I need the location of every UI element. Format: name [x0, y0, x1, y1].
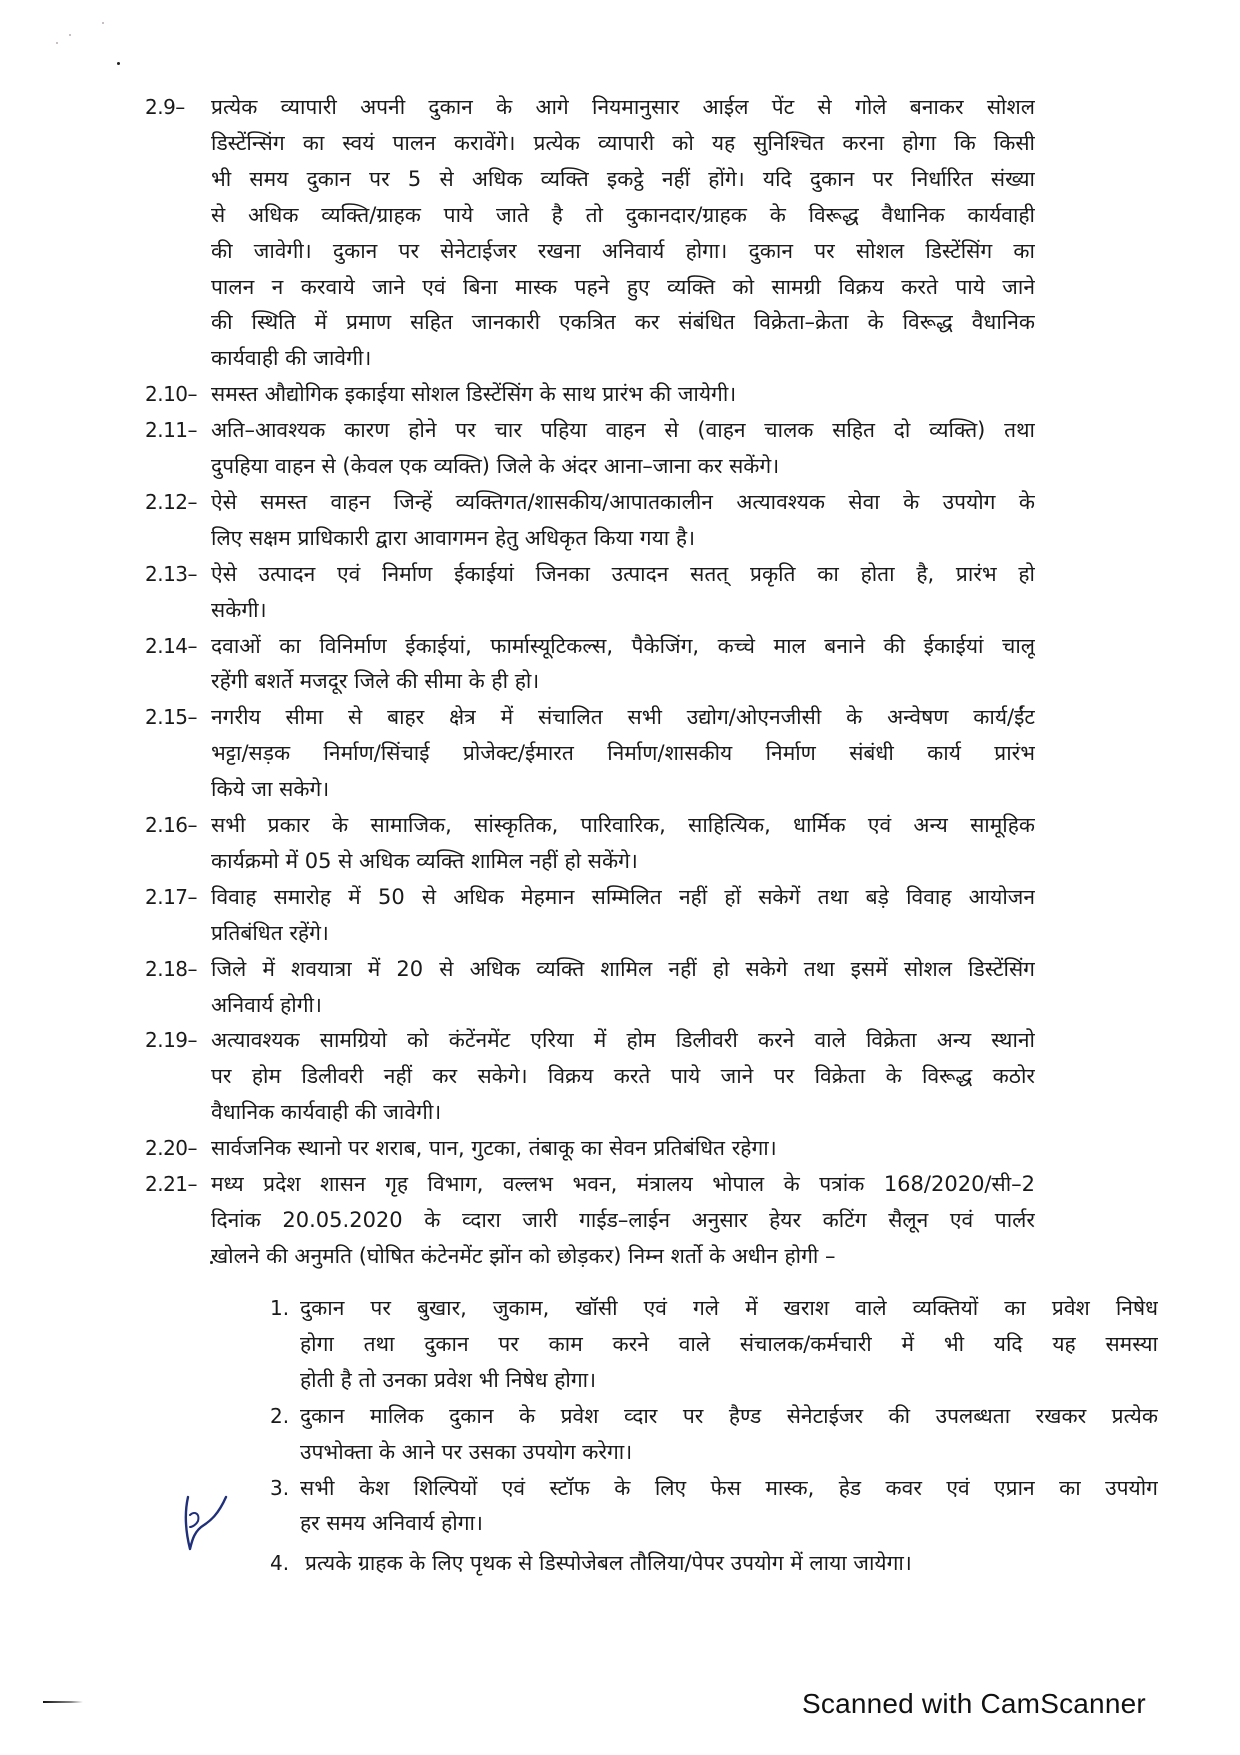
clause-text: से अधिक व्यक्ति/ग्राहक पाये जाते है तो दुकानदार/ग्राहक के विरूद्ध वैधानिक कार्यवाही	[211, 202, 1035, 227]
clause-text: कार्यक्रमो में 05 से अधिक व्यक्ति शामिल नहीं हो सकेंगे।	[211, 848, 638, 873]
clause-text: अति–आवश्यक कारण होने पर चार पहिया वाहन से (वाहन चालक सहित दो व्यक्ति) तथा	[211, 418, 1035, 443]
clause-line	[0, 269, 1240, 305]
clause-line	[0, 592, 1240, 628]
clause-number: 2.21–	[145, 1172, 198, 1196]
clause-line	[0, 448, 1240, 484]
scan-speck	[102, 22, 104, 24]
clause-text: मध्य प्रदेश शासन गृह विभाग, वल्लभ भवन, मंत्रालय भोपाल के पत्रांक 168/2020/सी–2	[211, 1172, 1035, 1196]
clause-text: सार्वजनिक स्थानो पर शराब, पान, गुटका, तंबाकू का सेवन प्रतिबंधित रहेगा।	[211, 1136, 777, 1161]
scan-speck	[69, 34, 71, 36]
clause-text: ऐसे उत्पादन एवं निर्माण ईकाईयां जिनका उत्पादन सतत् प्रकृति का होता है, प्रारंभ हो	[211, 561, 1035, 586]
clause-line	[0, 807, 1240, 843]
clause-text: लिए सक्षम प्राधिकारी द्वारा आवागमन हेतु अधिकृत किया गया है।	[211, 525, 696, 550]
clause-line	[0, 699, 1240, 735]
condition-text: हर समय अनिवार्य होगा।	[300, 1511, 483, 1536]
clause-number: 2.20–	[145, 1136, 198, 1161]
condition-text: सभी केश शिल्पियों एवं स्टॉफ के लिए फेस मास्क, हेड कवर एवं एप्रान का उपयोग	[300, 1475, 1158, 1500]
margin-mark	[43, 1701, 83, 1703]
clause-number: 2.18–	[145, 956, 198, 981]
condition-line	[0, 1290, 1240, 1326]
clause-line	[0, 484, 1240, 520]
clause-text: जिले में शवयात्रा में 20 से अधिक व्यक्ति शामिल नहीं हो सकेगे तथा इसमें सोशल डिस्टेंसिंग	[211, 956, 1035, 981]
condition-line	[0, 1362, 1240, 1398]
clause-number: 2.14–	[145, 633, 198, 658]
clause-text: समस्त औद्योगिक इकाईया सोशल डिस्टेंसिंग के साथ प्रारंभ की जायेगी।	[211, 382, 737, 407]
clause-text: अत्यावश्यक सामग्रियो को कंटेंनमेंट एरिया में होम डिलीवरी करने वाले विक्रेता अन्य स्थानो	[211, 1028, 1035, 1053]
clause-number: 2.9–	[145, 95, 185, 119]
condition-text: प्रत्यके ग्राहक के लिए पृथक से डिस्पोजेबल तौलिया/पेपर उपयोग में लाया जायेगा।	[305, 1551, 912, 1576]
clause-text: दवाओं का विनिर्माण ईकाईयां, फार्मास्यूटिकल्स, पैकेजिंग, कच्चे माल बनाने की ईकाईयां चालू	[211, 633, 1035, 658]
clause-line	[0, 161, 1240, 197]
clause-line	[0, 556, 1240, 592]
clause-line	[0, 663, 1240, 699]
clause-text: रहेंगी बशर्ते मजदूर जिले की सीमा के ही हो।	[211, 669, 540, 694]
clause-text: विवाह समारोह में 50 से अधिक मेहमान सम्मिलित नहीं हों सकेगें तथा बड़े विवाह आयोजन	[211, 884, 1035, 909]
clause-line	[0, 340, 1240, 376]
condition-text: उपभोक्ता के आने पर उसका उपयोग करेगा।	[300, 1439, 633, 1464]
clause-line	[0, 1094, 1240, 1130]
scan-dot	[117, 62, 120, 65]
clause-line	[0, 628, 1240, 664]
clause-text: कार्यवाही की जावेगी।	[211, 346, 372, 371]
clause-line	[0, 304, 1240, 340]
clause-text: सभी प्रकार के सामाजिक, सांस्कृतिक, पारिवारिक, साहित्यिक, धार्मिक एवं अन्य सामूहिक	[211, 813, 1035, 837]
clause-number: 2.16–	[145, 813, 198, 837]
clause-text: प्रत्येक व्यापारी अपनी दुकान के आगे नियमानुसार आईल पेंट से गोले बनाकर सोशल	[211, 95, 1035, 119]
clause-text: भट्टा/सड़क निर्माण/सिंचाई प्रोजेक्ट/ईमारत निर्माण/शासकीय निर्माण संबंधी कार्य प्रारंभ	[211, 741, 1035, 766]
clause-text: किये जा सकेगे।	[211, 777, 330, 802]
condition-line	[0, 1326, 1240, 1362]
condition-text: दुकान मालिक दुकान के प्रवेश व्दार पर हैण्ड सेनेटाईजर की उपलब्धता रखकर प्रत्येक	[300, 1403, 1158, 1428]
clause-number: 2.15–	[145, 705, 198, 730]
clause-line	[0, 125, 1240, 161]
clause-number: 2.17–	[145, 884, 198, 909]
condition-text: दुकान पर बुखार, जुकाम, खॉसी एवं गले में खराश वाले व्यक्तियों का प्रवेश निषेध	[300, 1296, 1158, 1320]
clause-line	[0, 879, 1240, 915]
clause-line	[0, 376, 1240, 412]
clause-number: 2.11–	[145, 418, 198, 443]
condition-number: 4.	[270, 1551, 290, 1576]
clause-number: 2.13–	[145, 561, 198, 586]
condition-text: होगा तथा दुकान पर काम करने वाले संचालक/कर्मचारी में भी यदि यह समस्या	[300, 1331, 1158, 1356]
clause-text: पालन न करवाये जाने एवं बिना मास्क पहने हुए व्यक्ति को सामग्री विक्रय करते पाये जाने	[211, 274, 1035, 299]
clause-text: नगरीय सीमा से बाहर क्षेत्र में संचालित सभी उद्योग/ओएनजीसी के अन्वेषण कार्य/ईंट	[211, 705, 1035, 730]
clause-text: दुपहिया वाहन से (केवल एक व्यक्ति) जिले के अंदर आना–जाना कर सकेंगे।	[211, 454, 780, 478]
clause-text: की स्थिति में प्रमाण सहित जानकारी एकत्रित कर संबंधित विक्रेता–क्रेता के विरूद्ध वैधानिक	[211, 310, 1035, 335]
camscanner-watermark: Scanned with CamScanner	[802, 1688, 1146, 1719]
clause-number: 2.10–	[145, 382, 198, 407]
clause-text: दिनांक 20.05.2020 के व्दारा जारी गाईड–लाईन अनुसार हेयर कटिंग सैलून एवं पार्लर	[211, 1207, 1035, 1232]
condition-number: 1.	[270, 1296, 290, 1320]
clause-line	[0, 1238, 1240, 1274]
clause-line	[0, 1202, 1240, 1238]
clause-text: भी समय दुकान पर 5 से अधिक व्यक्ति इकट्ठे नहीं होंगे। यदि दुकान पर निर्धारित संख्या	[211, 166, 1035, 191]
clause-line	[0, 915, 1240, 951]
clause-line	[0, 951, 1240, 987]
condition-line	[0, 1398, 1240, 1434]
clause-line	[0, 89, 1240, 125]
clause-line	[0, 1130, 1240, 1166]
clause-text: खोलने की अनुमति (घोषित कंटेनमेंट झोंन को छोड़कर) निम्न शर्तो के अधीन होगी –	[211, 1243, 836, 1268]
clause-text: वैधानिक कार्यवाही की जावेगी।	[211, 1100, 442, 1125]
clause-line	[0, 412, 1240, 448]
clause-line	[0, 735, 1240, 771]
clause-text: की जावेगी। दुकान पर सेनेटाईजर रखना अनिवार्य होगा। दुकान पर सोशल डिस्टेंसिंग का	[211, 238, 1035, 263]
clause-line	[0, 987, 1240, 1023]
clause-line	[0, 233, 1240, 269]
condition-number: 2.	[270, 1403, 290, 1428]
condition-line	[0, 1434, 1240, 1470]
clause-text: सकेगी।	[211, 597, 267, 622]
clause-text: डिस्टेंन्सिंग का स्वयं पालन करावेंगे। प्रत्येक व्यापारी को यह सुनिश्चित करना होगा कि किसी	[211, 130, 1035, 155]
clause-line	[0, 843, 1240, 879]
clause-line	[0, 1166, 1240, 1202]
clause-line	[0, 1022, 1240, 1058]
clause-line	[0, 520, 1240, 556]
clause-number: 2.12–	[145, 489, 198, 514]
condition-number: 3.	[270, 1475, 290, 1500]
clause-number: 2.19–	[145, 1028, 198, 1053]
clause-line	[0, 197, 1240, 233]
condition-text: होती है तो उनका प्रवेश भी निषेध होगा।	[300, 1367, 597, 1392]
clause-text: अनिवार्य होगी।	[211, 992, 322, 1017]
clause-line	[0, 1058, 1240, 1094]
clause-text: ऐसे समस्त वाहन जिन्हें व्यक्तिगत/शासकीय/आपातकालीन अत्यावश्यक सेवा के उपयोग के	[211, 489, 1035, 514]
clause-line	[0, 771, 1240, 807]
scan-speck	[56, 42, 58, 44]
handwritten-tick-mark	[180, 1475, 230, 1555]
clause-text: पर होम डिलीवरी नहीं कर सकेगे। विक्रय करते पाये जाने पर विक्रेता के विरूद्ध कठोर	[211, 1064, 1035, 1089]
clause-text: प्रतिबंधित रहेंगे।	[211, 920, 329, 945]
